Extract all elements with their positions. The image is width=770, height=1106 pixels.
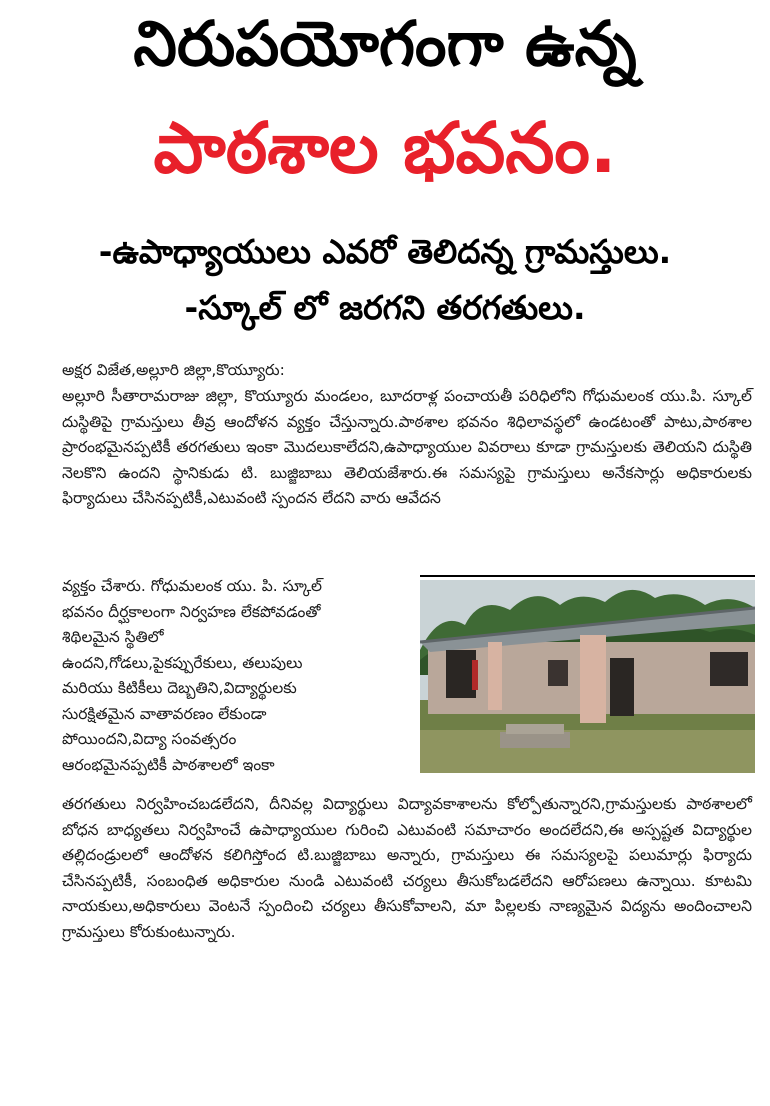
article-paragraph-top: అల్లూరి సీతారామరాజు జిల్లా, కొయ్యూరు మండలం, బూదరాళ్ల పంచాయతీ పరిధిలోని గోధుమలంక యు.పి. స్కూల్ దుస్థితిపై గ్రామస్తులు తీవ్ర ఆందోళన వ్యక్తం చేస్తున్నారు.పాఠశాల భవనం శిధిలావస్థలో ఉండటంతో పాటు,పాఠశాల ప్రారంభమైనప్పటికీ తరగతులు ఇంకా మొదలుకాలేదని,ఉపాధ్యాయుల వివరాలు కూడా గ్రామస్తులకు తెలియని దుస్థితి నెలకొని ఉందని స్థానికుడు టి. బుజ్జిబాబు తెలియజేశారు.ఈ సమస్యపై గ్రామస్తులు అనేకసార్లు అధికారులకు ఫిర్యాదులు చేసినప్పటికీ,ఎటువంటి స్పందన లేదని వారు ఆవేదన xyxy=(62,387,752,507)
wrap-line: సురక్షితమైన వాతావరణం లేకుండా xyxy=(62,704,267,723)
article-wrap-column xyxy=(62,574,402,778)
wrap-line: వ్యక్తం చేశారు. గోధుమలంక యు. పి. స్కూల్ xyxy=(62,577,322,595)
dateline: అక్షర విజేత,అల్లూరి జిల్లా,కొయ్యూరు: xyxy=(62,361,285,379)
subheadline-2: -స్కూల్ లో జరగని తరగతులు. xyxy=(184,288,586,327)
headline-line-2: పాఠశాల భవనం. xyxy=(153,107,617,189)
wrap-line: శిథిలమైన స్థితిలో xyxy=(62,628,164,646)
photo-door xyxy=(446,650,476,698)
wrap-line: ఉందని,గోడలు,పైకప్పురేకులు, తలుపులు xyxy=(62,653,303,672)
photo-divider xyxy=(420,575,755,577)
photo-ground-path xyxy=(420,730,755,773)
school-building-photo xyxy=(420,580,755,773)
photo-person xyxy=(472,660,478,690)
wrap-line: భవనం దీర్ఘకాలంగా నిర్వహణ లేకపోవడంతో xyxy=(62,602,321,621)
photo-window xyxy=(710,652,748,686)
wrap-line: మరియు కిటికీలు దెబ్బతిని,విద్యార్థులకు xyxy=(62,679,297,697)
article-paragraph-bottom: తరగతులు నిర్వహించబడలేదని, దీనివల్ల విద్యార్థులు విద్యావకాశాలను కోల్పోతున్నారని,గ్రామస్తులకు పాఠశాలలో బోధన బాధ్యతలు నిర్వహించే ఉపాధ్యాయుల గురించి ఎటువంటి సమాచారం అందలేదని,ఈ అస్పష్టత విద్యార్థుల తల్లిదండ్రులలో ఆందోళన కలిగిస్తోంద టి.బుజ్జిబాబు అన్నారు, గ్రామస్తులు ఈ సమస్యలపై పలుమార్లు ఫిర్యాదు చేసినప్పటికీ, సంబంధిత అధికారుల నుండి ఎటువంటి చర్యలు తీసుకోబడలేదని ఆరోపణలు ఉన్నాయి. కూటమి నాయకులు,అధికారులు వెంటనే స్పందించి చర్యలు తీసుకోవాలని, మా పిల్లలకు నాణ్యమైన విద్యను అందించాలని గ్రామస్తులు కోరుకుంటున్నారు. xyxy=(62,795,752,941)
photo-door xyxy=(610,658,634,716)
photo-window xyxy=(548,660,568,686)
photo-pillar xyxy=(580,635,606,723)
photo-steps xyxy=(500,732,570,748)
headline-line-1: నిరుపయోగంగా ఉన్న xyxy=(133,7,637,80)
wrap-line: ఆరంభమైనప్పటికీ పాఠశాలలో ఇంకా xyxy=(62,755,275,774)
wrap-line: పోయిందని,విద్యా సంవత్సరం xyxy=(62,730,237,748)
subheadline-1: -ఉపాధ్యాయులు ఎవరో తెలిదన్న గ్రామస్తులు. xyxy=(98,232,672,271)
photo-steps xyxy=(506,724,564,734)
photo-pillar xyxy=(488,642,502,710)
